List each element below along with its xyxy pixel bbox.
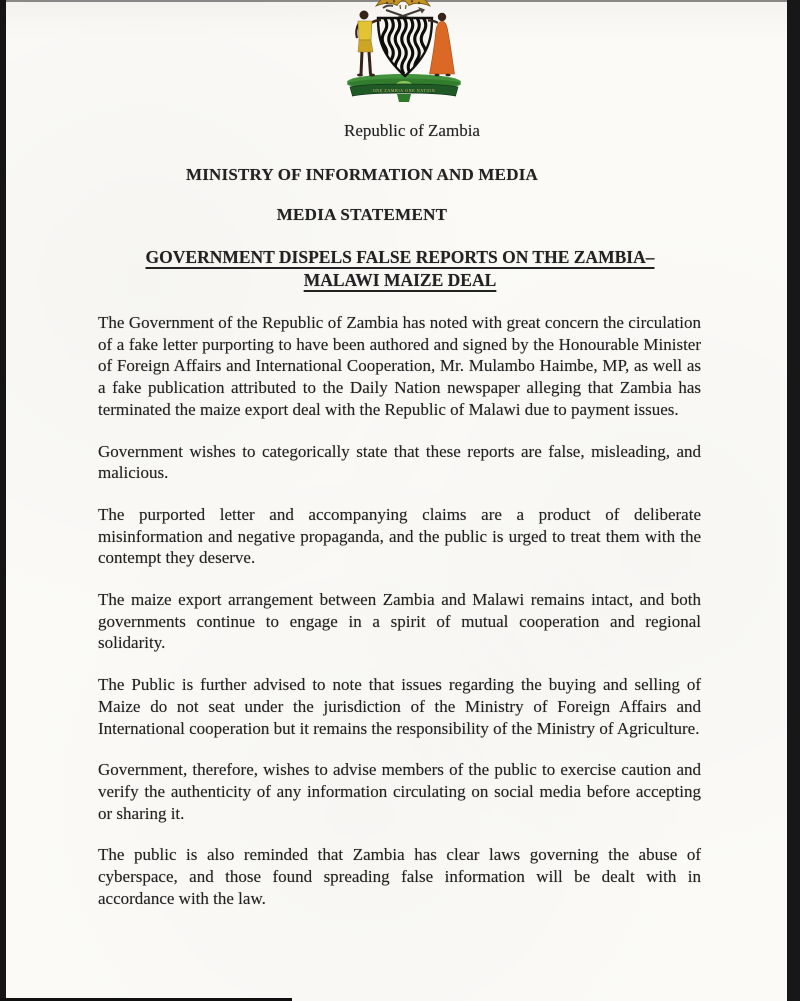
photo-edge-left — [0, 0, 6, 1001]
statement-title-line1-text: GOVERNMENT DISPELS FALSE REPORTS ON THE ZAMBIA– — [145, 247, 655, 267]
statement-paragraph-1: The Government of the Republic of Zambia has noted with great concern the circulation of a fake letter purporting to have been authored and signed by the Honourable Minister of Foreign Affairs and International Cooperation, Mr. Mulambo Haimbe, MP, as well as a fake publication attributed to the Daily Nation newspaper alleging that Zambia has terminated the maize export deal with the Republic of Malawi due to payment issues. — [98, 313, 701, 419]
motto-banner — [350, 84, 458, 102]
zambia-coat-of-arms — [342, 0, 464, 106]
statement-title-line1 — [100, 247, 700, 268]
statement-paragraph-2: Government wishes to categorically state that these reports are false, misleading, and malicious. — [98, 441, 701, 483]
shield-icon — [378, 18, 432, 76]
statement-paragraph-5: The Public is further advised to note that issues regarding the buying and selling of Maize do not seat under the jurisdiction of the Ministry of Foreign Affairs and International cooperation but it remains the responsibility of the Ministry of Agriculture. — [98, 675, 701, 738]
statement-paragraph-3: The purported letter and accompanying claims are a product of deliberate misinformation and negative propaganda, and the public is urged to treat them with the contempt they deserve. — [98, 504, 701, 568]
man-supporter-figure — [356, 11, 381, 77]
statement-title-line2 — [100, 270, 700, 291]
statement-title-line2-text: MALAWI MAIZE DEAL — [303, 270, 497, 290]
ministry-heading: MINISTRY OF INFORMATION AND MEDIA — [186, 165, 538, 184]
statement-body — [98, 312, 701, 929]
photo-edge-right — [787, 0, 800, 1001]
emblem-motto: ONE ZAMBIA ONE NATION — [372, 87, 436, 93]
statement-type-heading: MEDIA STATEMENT — [276, 205, 448, 224]
statement-paragraph-7: The public is also reminded that Zambia has clear laws governing the abuse of cyberspace, and those found spreading false information will be dealt with in accordance with the law. — [98, 845, 701, 908]
statement-paragraph-4: The maize export arrangement between Zambia and Malawi remains intact, and both governments continue to engage in a spirit of mutual cooperation and regional solidarity. — [98, 590, 701, 653]
republic-line: Republic of Zambia — [344, 121, 480, 140]
statement-paragraph-6: Government, therefore, wishes to advise members of the public to exercise caution and verify the authenticity of any information circulating on social media before accepting or sharing it. — [98, 760, 701, 823]
